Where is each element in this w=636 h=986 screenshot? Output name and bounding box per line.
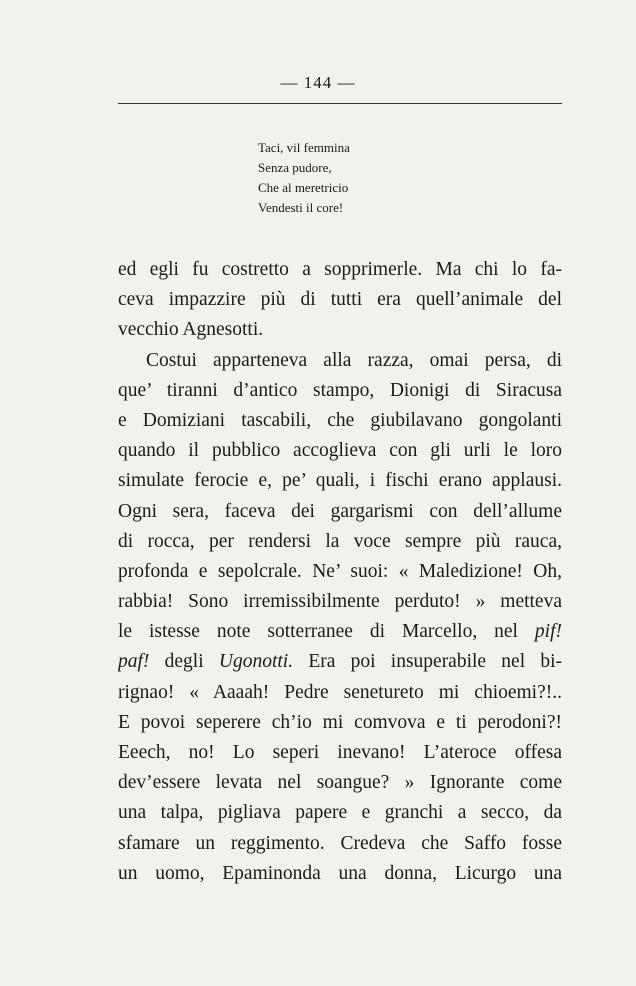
header-rule: [118, 103, 562, 104]
text-segment: Era poi insuperabile nel bi-: [308, 651, 562, 673]
text-line: rabbia! Sono irremissibilmente perduto! » metteva: [118, 591, 562, 613]
text-line: ceva impazzire più di tutti era quell’animale del: [118, 289, 562, 311]
italic-text: paf!: [118, 651, 150, 673]
text-segment: le istesse note sotterranee di Marcello, nel: [118, 621, 518, 643]
text-line: e Domiziani tascabili, che giubilavano gongolanti: [118, 409, 562, 431]
text-line: sfamare un reggimento. Credeva che Saffo fosse: [118, 832, 562, 854]
text-line: un uomo, Epaminonda una donna, Licurgo una: [118, 862, 562, 884]
verse-line: Taci, vil femmina: [258, 140, 350, 155]
text-line: Eeech, no! Lo seperi inevano! L’ateroce offesa: [118, 742, 562, 763]
text-line: vecchio Agnesotti.: [118, 319, 264, 341]
text-line: ed egli fu costretto a sopprimerle. Ma chi lo fa-: [118, 259, 562, 280]
text-line: [118, 647, 562, 677]
verse-line: Vendesti il core!: [258, 200, 344, 215]
text-line: Ogni sera, faceva dei gargarismi con dell’allume: [118, 500, 562, 522]
text-line: una talpa, pigliava papere e granchi a secco, da: [118, 802, 562, 824]
verse-quote: [258, 138, 350, 218]
text-line: E povoi seperere ch’io mi comvova e ti perodoni?!: [118, 711, 562, 733]
text-line: rignao! « Aaaah! Pedre senetureto mi chioemi?!..: [118, 681, 562, 703]
text-line: simulate ferocie e, pe’ quali, i fischi erano applausi.: [118, 470, 562, 492]
italic-text: Ugonotti.: [218, 651, 294, 673]
italic-text: pif!: [534, 621, 562, 643]
body-text: [118, 255, 562, 889]
text-segment: degli: [164, 651, 204, 673]
text-line: [118, 617, 562, 647]
text-line: que’ tiranni d’antico stampo, Dionigi di Siracusa: [118, 379, 562, 401]
page-number: — 144 —: [280, 73, 356, 92]
text-line: Costui apparteneva alla razza, omai persa, di: [146, 349, 562, 371]
text-line: di rocca, per rendersi la voce sempre più rauca,: [118, 530, 562, 552]
text-line: quando il pubblico accoglieva con gli urli le loro: [118, 440, 562, 462]
text-line: dev’essere levata nel soangue? » Ignorante come: [118, 772, 562, 794]
text-line: profonda e sepolcrale. Ne’ suoi: « Maledizione! Oh,: [118, 560, 562, 582]
verse-line: Che al meretricio: [258, 180, 349, 195]
verse-line: Senza pudore,: [258, 160, 332, 175]
